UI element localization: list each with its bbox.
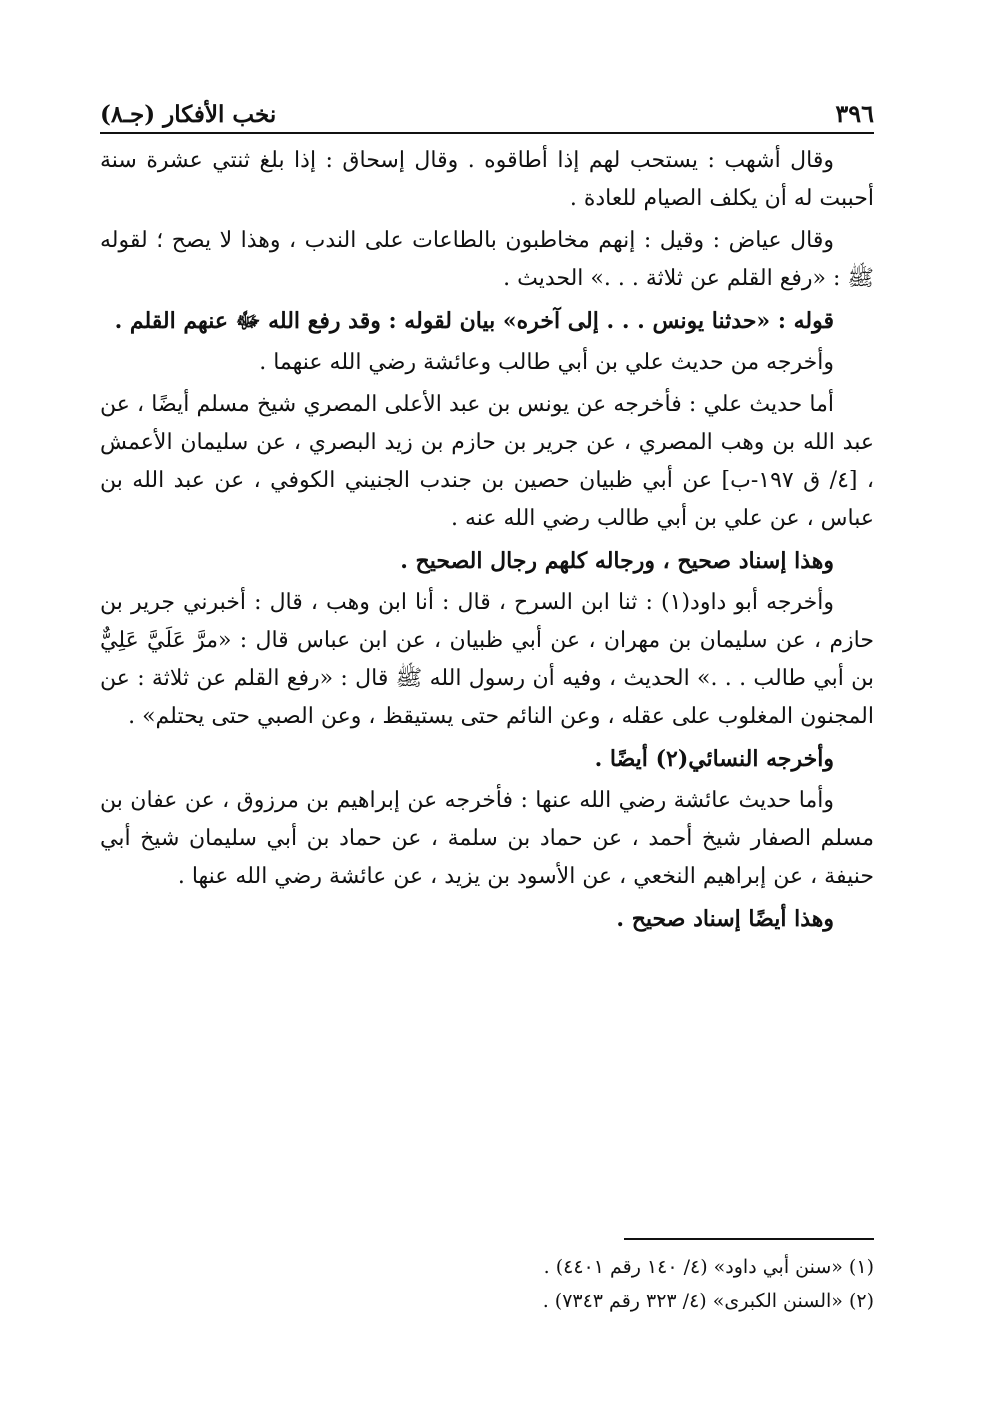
paragraph-9: وأما حديث عائشة رضي الله عنها : فأخرجه عن إبراهيم بن مرزوق ، عن عفان بن مسلم الصفار شيخ أحمد ، عن حماد بن سلمة ، عن حماد بن أبي سليمان شيخ أبي حنيفة ، عن إبراهيم النخعي ، عن الأسود بن يزيد ، عن عائشة رضي الله عنها . [100,788,874,889]
footnote-1: (١) «سنن أبي داود» (٤/ ١٤٠ رقم ٤٤٠١) . [543,1256,874,1278]
paragraph-4: وأخرجه من حديث علي بن أبي طالب وعائشة رضي الله عنهما . [259,350,834,375]
paragraph-8: وأخرجه النسائي(٢) أيضًا . [594,746,834,772]
footnotes [100,1238,874,1318]
paragraph-3: قوله : «حدثنا يونس . . . إلى آخره» بيان لقوله : وقد رفع الله ﷻ عنهم القلم . [114,308,834,334]
paragraph-1: وقال أشهب : يستحب لهم إذا أطاقوه . وقال إسحاق : إذا بلغ ثنتي عشرة سنة أحببت له أن يكلف الصيام للعادة . [100,148,874,211]
footnote-2: (٢) «السنن الكبرى» (٤/ ٣٢٣ رقم ٧٣٤٣) . [542,1290,874,1312]
main-text [100,142,874,938]
paragraph-6: وهذا إسناد صحيح ، ورجاله كلهم رجال الصحيح . [400,548,834,574]
footnote-separator [624,1238,874,1240]
page-header [100,88,874,134]
paragraph-2: وقال عياض : وقيل : إنهم مخاطبون بالطاعات على الندب ، وهذا لا يصح ؛ لقوله ﷺ : «رفع القلم عن ثلاثة . . .» الحديث . [100,228,874,291]
paragraph-7: وأخرجه أبو داود(١) : ثنا ابن السرح ، قال : أنا ابن وهب ، قال : أخبرني جرير بن حازم ، عن سليمان بن مهران ، عن أبي ظبيان ، عن ابن عباس قال : «مرَّ عَلَيَّ عَلِيٌّ بن أبي طالب . . .» الحديث ، وفيه أن رسول الله ﷺ قال : «رفع القلم عن ثلاثة : عن المجنون المغلوب على عقله ، وعن النائم حتى يستيقظ ، وعن الصبي حتى يحتلم» . [100,590,874,729]
running-title: نخب الأفكار (جـ٨) [100,101,277,128]
page-number: ٣٩٦ [835,99,874,128]
book-page [100,88,874,1348]
paragraph-10: وهذا أيضًا إسناد صحيح . [616,906,834,932]
paragraph-5: أما حديث علي : فأخرجه عن يونس بن عبد الأعلى المصري شيخ مسلم أيضًا ، عن عبد الله بن وهب المصري ، عن جرير بن حازم بن زيد البصري ، عن سليمان الأعمش ، [٤/ ق ١٩٧-ب] عن أبي ظبيان حصين بن جندب الجنيني الكوفي ، عن عبد الله بن عباس ، عن علي بن أبي طالب رضي الله عنه . [100,392,874,531]
